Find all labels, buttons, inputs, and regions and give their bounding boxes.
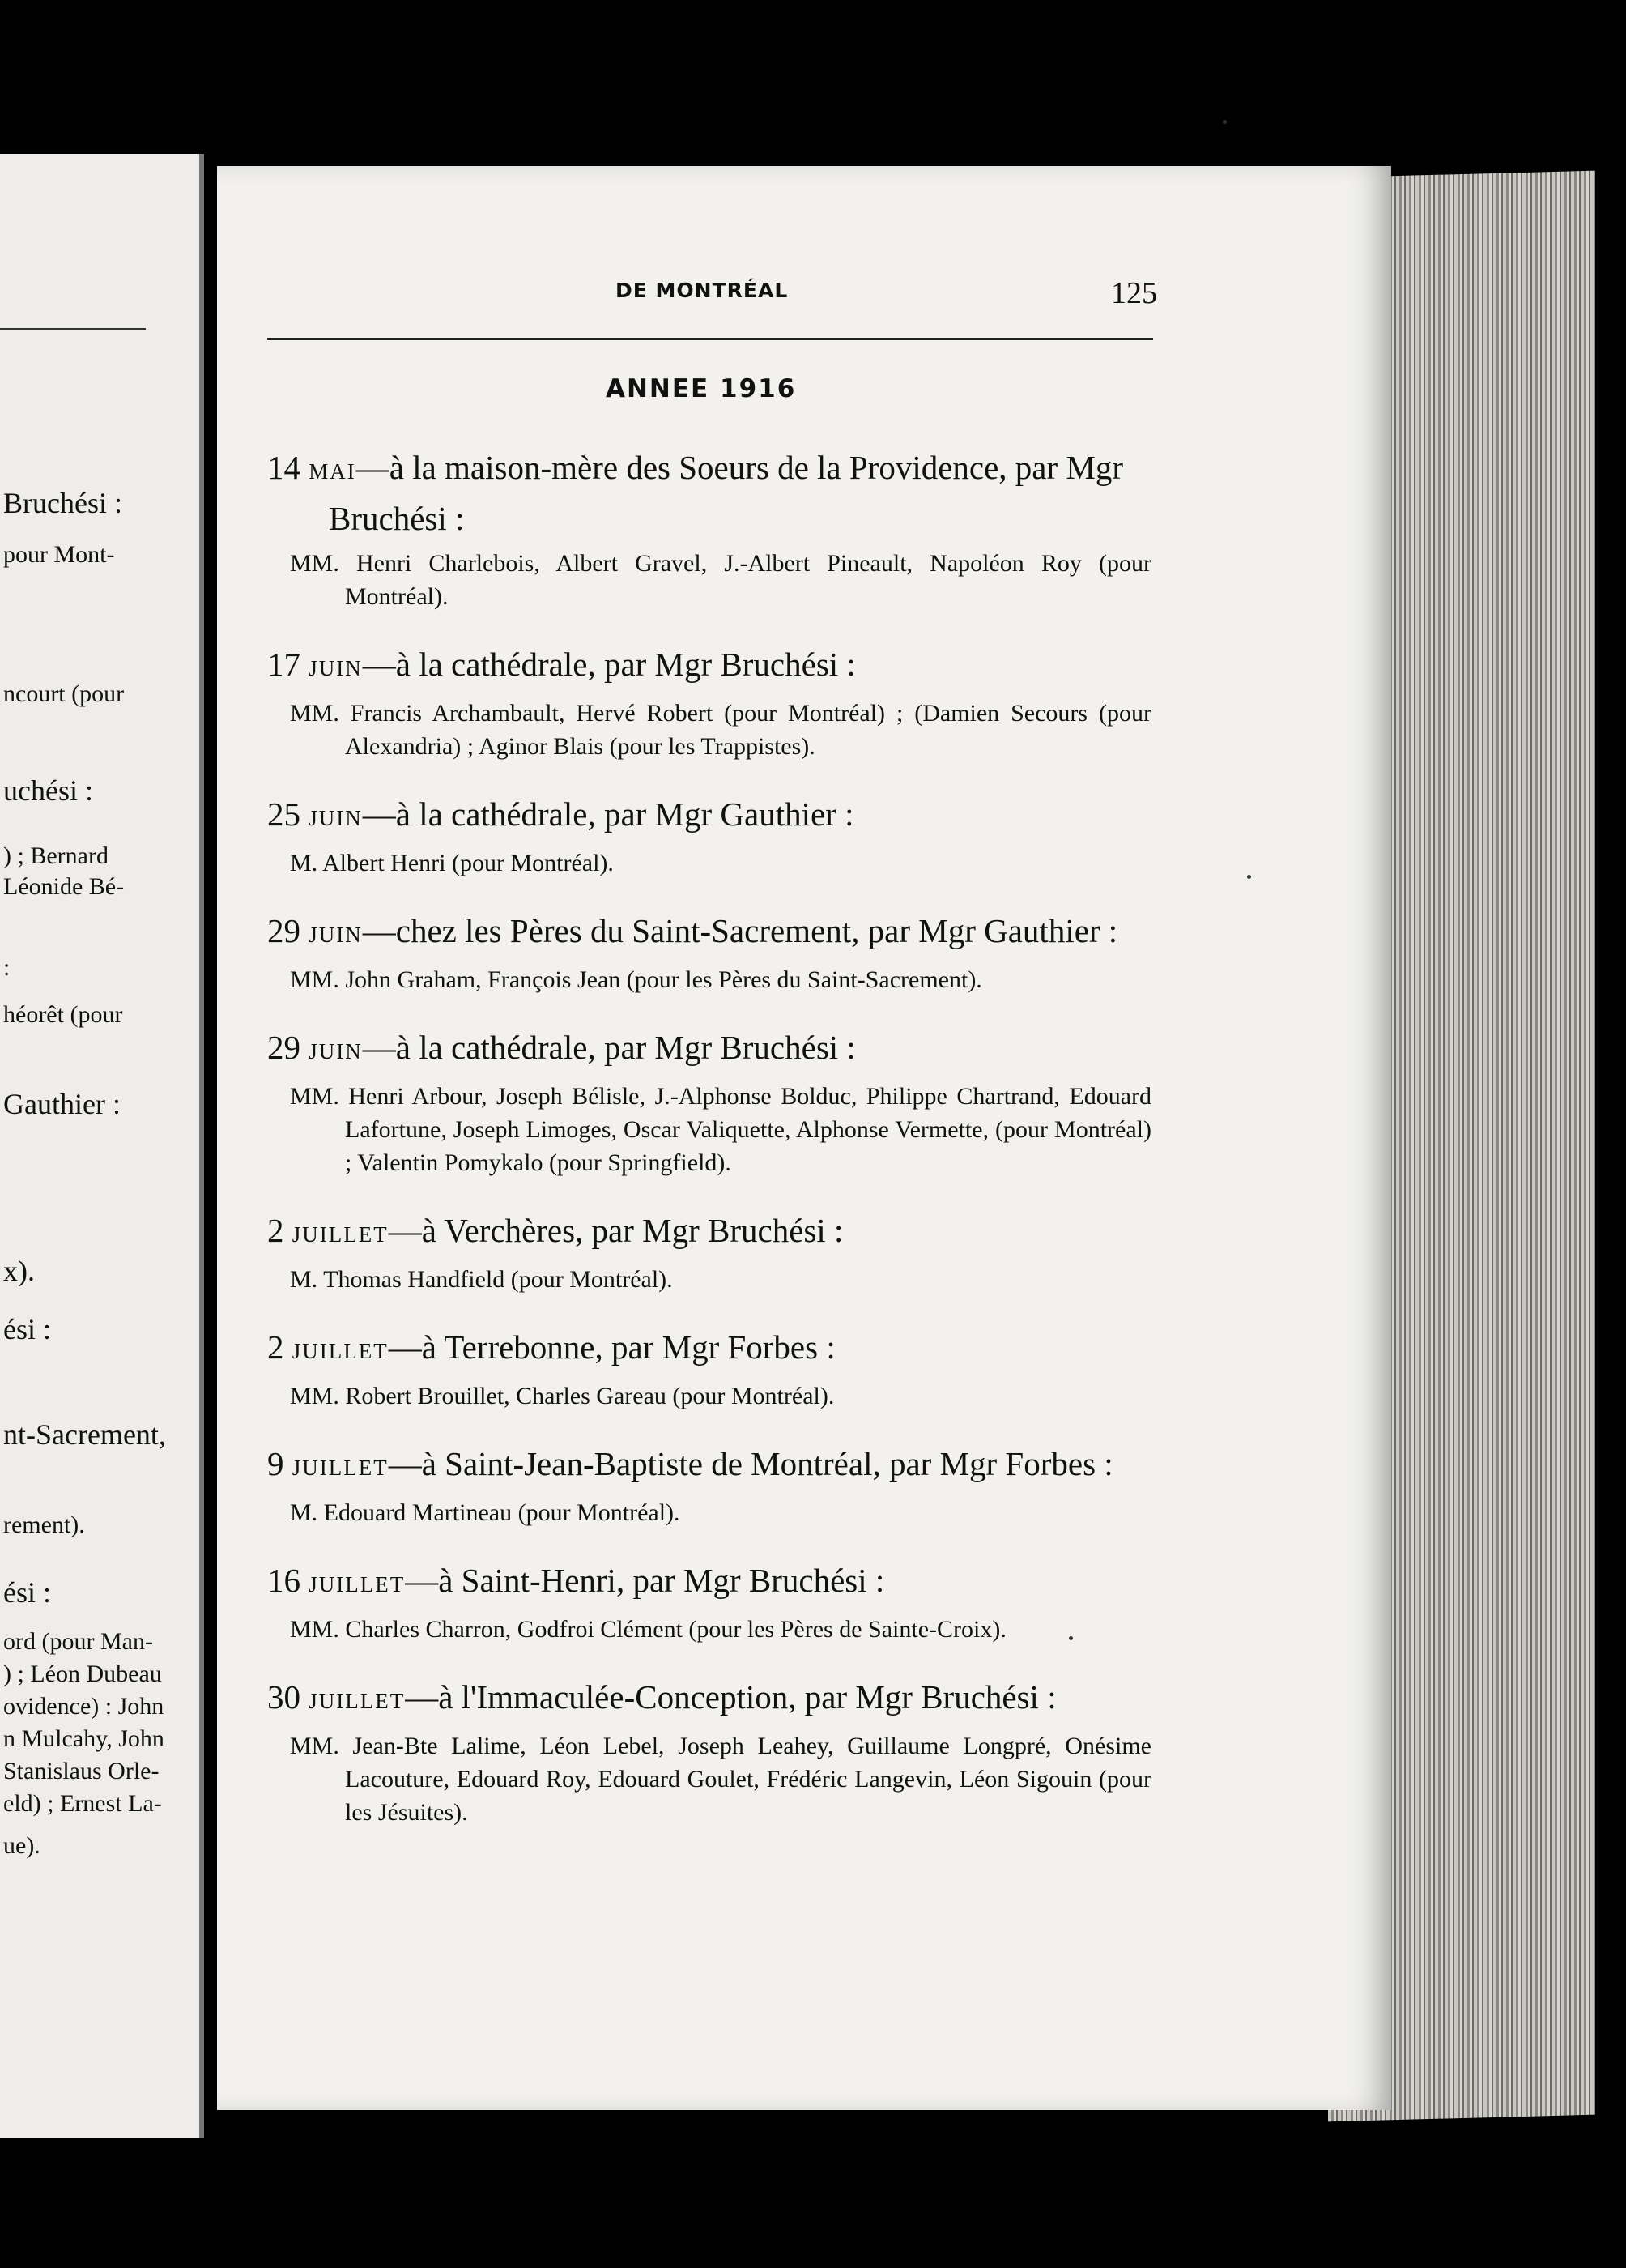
ordination-entry — [267, 444, 1151, 613]
scan-speck — [1069, 1636, 1073, 1640]
entry-names: MM. Robert Brouillet, Charles Gareau (pour Montréal). — [290, 1383, 835, 1409]
left-page-text-fragment: ord (pour Man- — [3, 1628, 153, 1655]
entry-place-text: —à la maison-mère des Soeurs de la Providence, par Mgr Bruchési : — [329, 449, 1124, 537]
left-facing-page — [0, 154, 204, 2138]
entry-heading — [267, 1557, 1151, 1608]
left-page-text-fragment: eld) ; Ernest La- — [3, 1790, 162, 1817]
left-page-text-fragment: Stanislaus Orle- — [3, 1758, 160, 1784]
scan-speck — [1247, 875, 1251, 879]
left-page-text-fragment: Gauthier : — [3, 1088, 121, 1120]
ordination-entry — [267, 1557, 1151, 1646]
entry-names: MM. John Graham, François Jean (pour les Pères du Saint-Sacrement). — [290, 966, 982, 993]
entry-month: JUILLET — [309, 1572, 406, 1597]
left-page-text-fragment: : — [3, 954, 11, 981]
left-page-text-fragment: nt-Sacrement, — [3, 1418, 166, 1451]
ordination-entry — [267, 1024, 1151, 1179]
left-page-text-fragment: rement). — [3, 1511, 85, 1538]
entry-month: JUIN — [309, 923, 363, 947]
left-page-text-fragment: x). — [3, 1255, 35, 1287]
scan-speck — [1223, 120, 1227, 124]
entry-place-text: —à l'Immaculée-Conception, par Mgr Bruchési : — [405, 1678, 1057, 1716]
entry-names: MM. Henri Arbour, Joseph Bélisle, J.-Alphonse Bolduc, Philippe Chartrand, Edouard Lafortune, Joseph Limoges, Oscar Valiquette, Alphonse Vermette, (pour Montréal) ; Valentin Pomykalo (pour Springfield). — [290, 1083, 1151, 1176]
left-page-text-fragment: ovidence) : John — [3, 1693, 164, 1720]
entry-names: M. Thomas Handfield (pour Montréal). — [290, 1266, 673, 1293]
entry-heading — [267, 907, 1151, 958]
entry-heading — [267, 1024, 1151, 1075]
entry-day: 25 — [267, 795, 300, 833]
left-page-text-fragment: ési : — [3, 1576, 51, 1609]
entry-heading — [267, 1324, 1151, 1375]
entry-month: JUILLET — [292, 1456, 389, 1480]
entry-month: JUIN — [309, 1039, 363, 1064]
entry-names: MM. Francis Archambault, Hervé Robert (pour Montréal) ; (Damien Secours (pour Alexandria) ; Aginor Blais (pour les Trappistes). — [290, 700, 1151, 760]
running-head: DE MONTRÉAL — [615, 279, 789, 302]
entry-names: M. Albert Henri (pour Montréal). — [290, 850, 614, 876]
entry-place-text: —à Terrebonne, par Mgr Forbes : — [388, 1328, 836, 1366]
left-page-text-fragment: ési : — [3, 1313, 51, 1345]
entry-day: 9 — [267, 1445, 284, 1482]
ordination-entry — [267, 907, 1151, 996]
entry-place-text: —à la cathédrale, par Mgr Bruchési : — [362, 1029, 856, 1066]
left-page-text-fragment: uchési : — [3, 774, 93, 807]
entry-day: 14 — [267, 449, 300, 486]
entry-day: 2 — [267, 1212, 284, 1249]
entry-place-text: —à Saint-Henri, par Mgr Bruchési : — [405, 1562, 885, 1599]
entry-day: 17 — [267, 646, 300, 683]
ordination-entry — [267, 1673, 1151, 1829]
entry-day: 29 — [267, 1029, 300, 1066]
left-page-text-fragment: pour Mont- — [3, 541, 115, 568]
header-rule — [267, 338, 1153, 340]
entry-names: MM. Charles Charron, Godfroi Clément (pour les Pères de Sainte-Croix). — [290, 1616, 1007, 1643]
left-page-text-fragment: ue). — [3, 1832, 40, 1859]
ordination-entry — [267, 1207, 1151, 1296]
entry-month: JUILLET — [292, 1339, 389, 1363]
entry-place-text: —à la cathédrale, par Mgr Bruchési : — [362, 646, 856, 683]
left-page-text-fragment: ) ; Bernard — [3, 842, 109, 869]
year-title: ANNEE 1916 — [606, 374, 797, 403]
entry-day: 2 — [267, 1328, 284, 1366]
entry-month: MAI — [309, 459, 356, 484]
entry-day: 29 — [267, 912, 300, 949]
entry-names: MM. Jean-Bte Lalime, Léon Lebel, Joseph Leahey, Guillaume Longpré, Onésime Lacouture, Edouard Roy, Edouard Goulet, Frédéric Langevin, Léon Sigouin (pour les Jésuites). — [290, 1733, 1151, 1826]
entry-place-text: —chez les Pères du Saint-Sacrement, par Mgr Gauthier : — [362, 912, 1118, 949]
page-number: 125 — [1111, 276, 1157, 310]
entry-place-text: —à la cathédrale, par Mgr Gauthier : — [362, 795, 854, 833]
entry-heading — [267, 1673, 1151, 1724]
entry-day: 30 — [267, 1678, 300, 1716]
entry-heading — [267, 791, 1151, 842]
left-page-text-fragment: ) ; Léon Dubeau — [3, 1660, 162, 1687]
ordination-entry — [267, 1324, 1151, 1413]
ordination-entry — [267, 641, 1151, 763]
entry-month: JUIN — [309, 806, 363, 830]
entry-day: 16 — [267, 1562, 300, 1599]
ordination-entry — [267, 791, 1151, 880]
entry-names: MM. Henri Charlebois, Albert Gravel, J.-Albert Pineault, Napoléon Roy (pour Montréal). — [290, 550, 1151, 610]
entry-heading — [267, 641, 1151, 692]
ordination-entry — [267, 1440, 1151, 1529]
left-page-text-fragment: n Mulcahy, John — [3, 1725, 164, 1752]
entry-place-text: —à Verchères, par Mgr Bruchési : — [388, 1212, 844, 1249]
ordination-list — [267, 444, 1151, 1857]
entry-heading — [267, 1440, 1151, 1491]
entry-month: JUILLET — [292, 1222, 389, 1247]
left-page-text-fragment: ncourt (pour — [3, 680, 125, 707]
entry-heading — [267, 444, 1151, 542]
entry-heading — [267, 1207, 1151, 1258]
left-page-text-fragment: Léonide Bé- — [3, 873, 125, 900]
left-page-rule — [0, 328, 146, 330]
entry-month: JUIN — [309, 656, 363, 680]
entry-place-text: —à Saint-Jean-Baptiste de Montréal, par Mgr Forbes : — [388, 1445, 1113, 1482]
entry-names: M. Edouard Martineau (pour Montréal). — [290, 1499, 680, 1526]
left-page-text-fragment: Bruchési : — [3, 487, 122, 519]
entry-month: JUILLET — [309, 1689, 406, 1713]
left-page-text-fragment: héorêt (pour — [3, 1001, 123, 1028]
